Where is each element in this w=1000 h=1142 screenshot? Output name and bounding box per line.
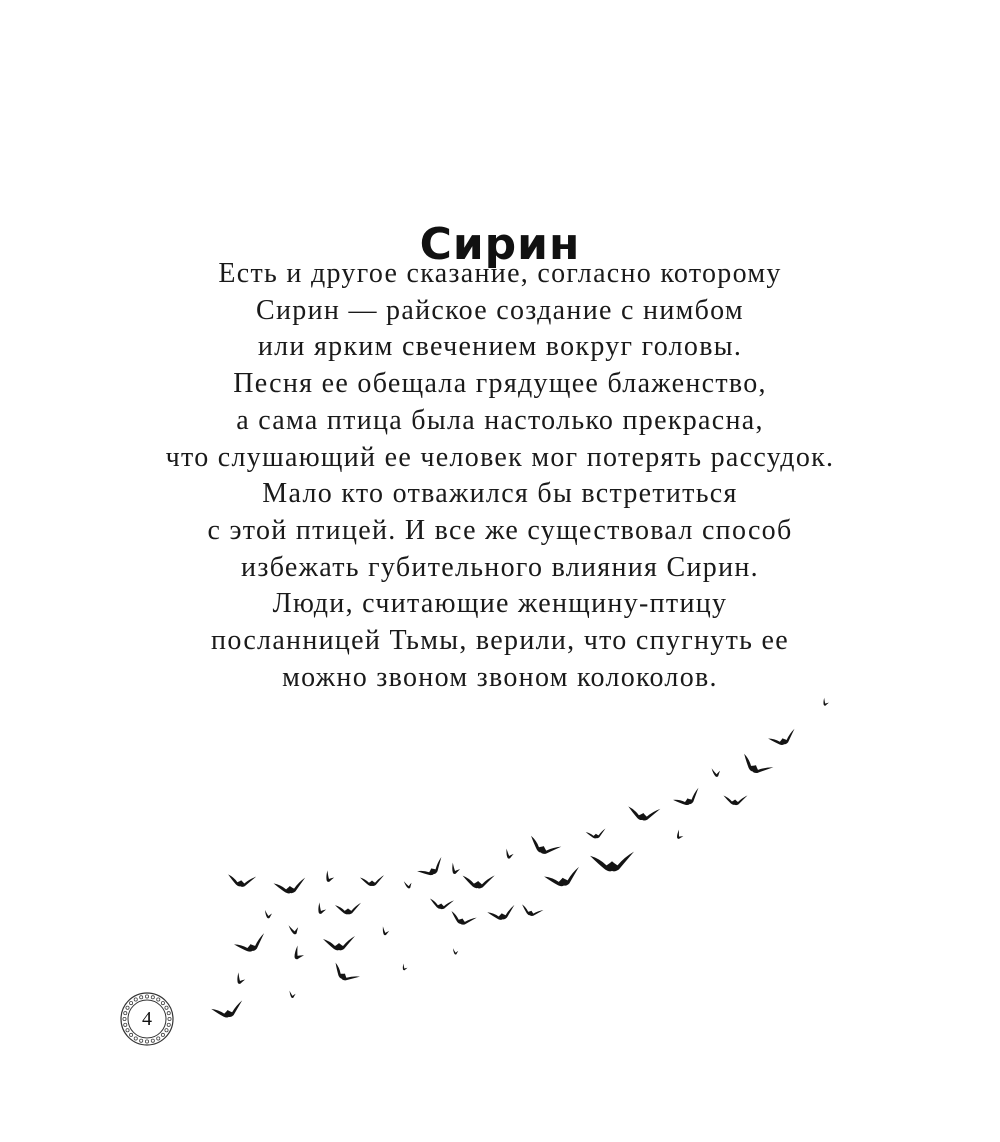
bird-silhouette-icon — [544, 867, 582, 889]
bird-silhouette-icon — [360, 875, 384, 886]
paragraph-line: или ярким свечением вокруг головы. — [257, 331, 743, 363]
paragraph-line: Есть и другое сказание, согласно которому — [218, 258, 782, 289]
bird-silhouette-icon — [211, 1000, 245, 1020]
bird-silhouette-icon — [675, 830, 685, 841]
bird-silhouette-icon — [330, 961, 360, 987]
bird-silhouette-icon — [450, 863, 461, 875]
bird-silhouette-icon — [404, 879, 413, 889]
bird-silhouette-icon — [235, 972, 247, 985]
bird-silhouette-icon — [723, 793, 748, 806]
bird-silhouette-icon — [712, 767, 721, 778]
bird-silhouette-icon — [586, 829, 607, 840]
paragraph-line: Песня ее обещала грядущее блаженство, — [233, 368, 767, 400]
paragraph-line: Сирин — райское создание с нимбом — [256, 294, 744, 326]
bird-silhouette-icon — [401, 963, 408, 971]
bird-silhouette-icon — [738, 751, 773, 779]
bird-silhouette-icon — [672, 788, 703, 809]
bird-silhouette-icon — [462, 873, 495, 890]
bird-silhouette-icon — [822, 698, 830, 707]
bird-silhouette-icon — [381, 926, 389, 935]
bird-silhouette-icon — [416, 857, 447, 880]
bird-silhouette-icon — [505, 849, 514, 860]
bird-silhouette-icon — [316, 902, 328, 915]
bird-silhouette-icon — [335, 903, 361, 915]
bird-silhouette-icon — [323, 936, 355, 950]
bird-silhouette-icon — [289, 923, 300, 935]
paragraph-line: с этой птицей. И все же существовал способ — [207, 514, 793, 546]
paragraph-line: Мало кто отважился бы встретиться — [262, 478, 738, 510]
paragraph-line: что слушающий ее человек мог потерять рассудок. — [165, 441, 835, 473]
page-number: 4 — [142, 1008, 152, 1030]
bird-silhouette-icon — [233, 933, 268, 955]
bird-silhouette-icon — [428, 896, 454, 911]
paragraph-line: избежать губительного влияния Сирин. — [241, 551, 759, 583]
paragraph-line: можно звоном звоном колоколов. — [282, 661, 718, 693]
bird-silhouette-icon — [226, 872, 256, 889]
bird-silhouette-icon — [265, 910, 272, 918]
bird-silhouette-icon — [324, 870, 336, 883]
bird-silhouette-icon — [767, 729, 797, 748]
bird-silhouette-icon — [626, 803, 660, 823]
bird-silhouette-icon — [487, 905, 517, 922]
bird-silhouette-icon — [273, 878, 306, 895]
bird-silhouette-icon — [519, 902, 543, 919]
bird-silhouette-icon — [448, 909, 476, 929]
page-number-badge — [118, 990, 176, 1048]
paragraph-line: Люди, считающие женщину-птицу — [272, 588, 728, 620]
bird-silhouette-icon — [291, 946, 306, 962]
bird-silhouette-icon — [526, 833, 561, 860]
bird-silhouette-icon — [290, 991, 296, 998]
paragraph-line: посланницей Тьмы, верили, что спугнуть ее — [211, 625, 789, 657]
paragraph-line: а сама птица была настолько прекрасна, — [236, 404, 764, 436]
page-title: Сирин — [419, 219, 581, 271]
bird-silhouette-icon — [590, 852, 634, 872]
bird-silhouette-icon — [453, 948, 458, 954]
